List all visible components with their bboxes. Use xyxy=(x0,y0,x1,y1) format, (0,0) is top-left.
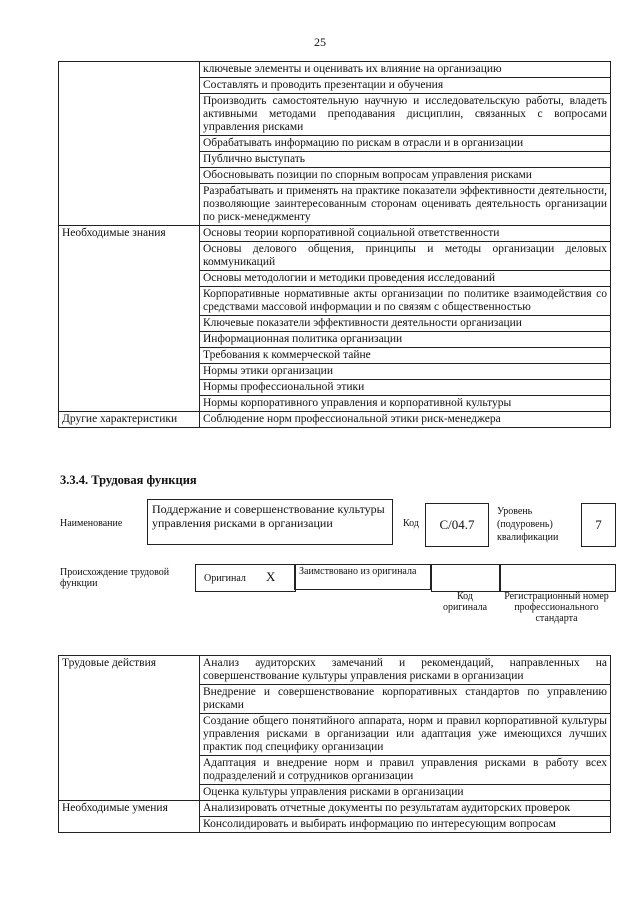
borrowed-cell: Заимствовано из оригинала xyxy=(294,564,431,590)
table-row: Составлять и проводить презентации и обучения xyxy=(200,78,611,94)
labor-function-table xyxy=(58,655,611,833)
skills-label: Необходимые умения xyxy=(59,801,200,833)
knowledge-label: Необходимые знания xyxy=(59,226,200,412)
original-cell xyxy=(195,564,296,592)
original-mark: X xyxy=(266,569,276,584)
other-characteristics-label: Другие характеристики xyxy=(59,412,200,428)
table-row: Корпоративные нормативные акты организации по политике взаимодействия со средствами массовой информации и по связям с общественностью xyxy=(200,287,611,316)
table-row: Нормы этики организации xyxy=(200,364,611,380)
table-row: Создание общего понятийного аппарата, норм и правил корпоративной культуры управления рисками в организации или адаптация уже имеющихся лучших практик под специфику организации xyxy=(200,714,611,756)
requirements-table-continued xyxy=(58,61,611,428)
code-original-caption: Код оригинала xyxy=(442,591,488,613)
table-row: Нормы корпоративного управления и корпоративной культуры xyxy=(200,396,611,412)
empty-label-cell xyxy=(59,62,200,226)
name-label: Наименование xyxy=(60,518,123,529)
table-row: Консолидировать и выбирать информацию по интересующим вопросам xyxy=(200,817,611,833)
table-row: ключевые элементы и оценивать их влияние на организацию xyxy=(200,62,611,78)
table-row: Производить самостоятельную научную и исследовательскую работы, владеть активными методами преподавания дисциплин, связанных с вопросами управления рисками xyxy=(200,94,611,136)
table-row: Соблюдение норм профессиональной этики риск-менеджера xyxy=(200,412,611,428)
table-row: Ключевые показатели эффективности деятельности организации xyxy=(200,316,611,332)
table-row: Публично выступать xyxy=(200,152,611,168)
function-name-field: Поддержание и совершенствование культуры управления рисками в организации xyxy=(147,499,393,545)
page-number: 25 xyxy=(314,35,326,49)
code-label: Код xyxy=(403,518,419,529)
original-label: Оригинал xyxy=(204,573,246,584)
table-row: Адаптация и внедрение норм и правил управления рисками в работу всех подразделений и сотрудников организации xyxy=(200,756,611,785)
qualification-level-field: 7 xyxy=(581,503,616,547)
table-row: Нормы профессиональной этики xyxy=(200,380,611,396)
table-row: Оценка культуры управления рисками в организации xyxy=(200,785,611,801)
table-row: Основы методологии и методики проведения исследований xyxy=(200,271,611,287)
qualification-level-label: Уровень (подуровень) квалификации xyxy=(497,506,559,543)
reg-number-caption: Регистрационный номер профессионального стандарта xyxy=(504,591,609,624)
table-row: Анализ аудиторских замечаний и рекомендаций, направленных на совершенствование культуры управления рисками в организации xyxy=(200,656,611,685)
table-row: Обрабатывать информацию по рискам в отрасли и в организации xyxy=(200,136,611,152)
code-field: C/04.7 xyxy=(425,503,489,547)
table-row: Основы делового общения, принципы и методы организации деловых коммуникаций xyxy=(200,242,611,271)
table-row: Информационная политика организации xyxy=(200,332,611,348)
actions-label: Трудовые действия xyxy=(59,656,200,801)
table-row: Анализировать отчетные документы по результатам аудиторских проверок xyxy=(200,801,611,817)
table-row: Основы теории корпоративной социальной ответственности xyxy=(200,226,611,242)
section-title: 3.3.4. Трудовая функция xyxy=(60,473,197,487)
origin-label: Происхождение трудовой функции xyxy=(60,567,170,589)
reg-number-field xyxy=(499,564,616,592)
table-row: Разрабатывать и применять на практике показатели эффективности деятельности, позволяющие заинтересованным сторонам оценивать деятельность организации по риск-менеджменту xyxy=(200,184,611,226)
table-row: Обосновывать позиции по спорным вопросам управления рисками xyxy=(200,168,611,184)
code-original-field xyxy=(431,564,501,592)
table-row: Внедрение и совершенствование корпоративных стандартов по управлению рисками xyxy=(200,685,611,714)
table-row: Требования к коммерческой тайне xyxy=(200,348,611,364)
